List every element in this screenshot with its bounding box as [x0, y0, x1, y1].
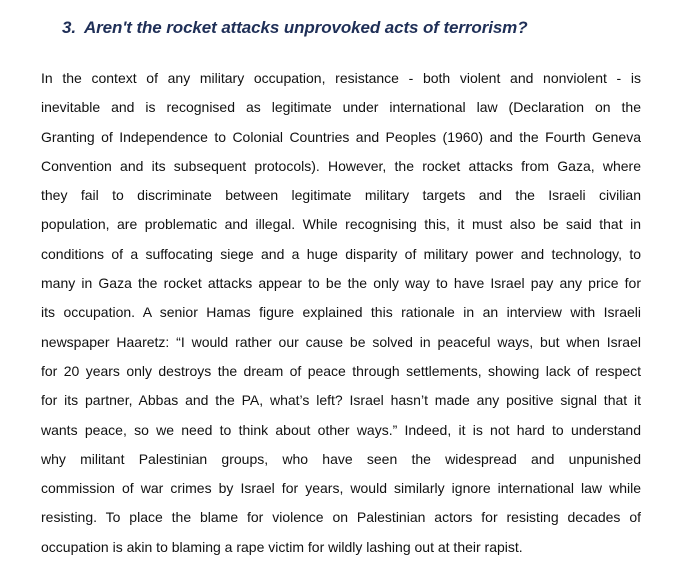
paragraph-line: its occupation. A senior Hamas figure explained this rationale in an interview with Israeli [41, 304, 641, 321]
paragraph-line: they fail to discriminate between legitimate military targets and the Israeli civilian [41, 187, 641, 204]
paragraph-line: for its partner, Abbas and the PA, what’s left? Israel hasn’t made any positive signal that it [41, 392, 641, 409]
paragraph-line: inevitable and is recognised as legitimate under international law (Declaration on the [41, 99, 641, 116]
paragraph-line: newspaper Haaretz: “I would rather our cause be solved in peaceful ways, but when Israel [41, 333, 641, 350]
body-paragraph [41, 64, 641, 562]
section-number: 3. [62, 18, 76, 37]
paragraph-line: many in Gaza the rocket attacks appear to be the only way to have Israel pay any price for [41, 275, 641, 292]
paragraph-line: population, are problematic and illegal. While recognising this, it must also be said that in [41, 216, 641, 233]
paragraph-line: conditions of a suffocating siege and a huge disparity of military power and technology, to [41, 245, 641, 262]
paragraph-line: commission of war crimes by Israel for years, would similarly ignore international law while [41, 480, 641, 497]
paragraph-line: resisting. To place the blame for violence on Palestinian actors for resisting decades of [41, 509, 641, 526]
paragraph-line: Granting of Independence to Colonial Countries and Peoples (1960) and the Fourth Geneva [41, 128, 641, 145]
paragraph-line: why militant Palestinian groups, who have seen the widespread and unpunished [41, 450, 641, 467]
section-heading [62, 18, 527, 38]
paragraph-line: wants peace, so we need to think about other ways.” Indeed, it is not hard to understand [41, 421, 641, 438]
section-title: Aren't the rocket attacks unprovoked acts of terrorism? [83, 18, 528, 37]
paragraph-line: In the context of any military occupation, resistance - both violent and nonviolent - is [41, 70, 641, 86]
paragraph-line: Convention and its subsequent protocols). However, the rocket attacks from Gaza, where [41, 157, 641, 174]
paragraph-line: occupation is akin to blaming a rape victim for wildly lashing out at their rapist. [41, 538, 523, 555]
paragraph-line: for 20 years only destroys the dream of peace through settlements, showing lack of respect [41, 362, 641, 379]
